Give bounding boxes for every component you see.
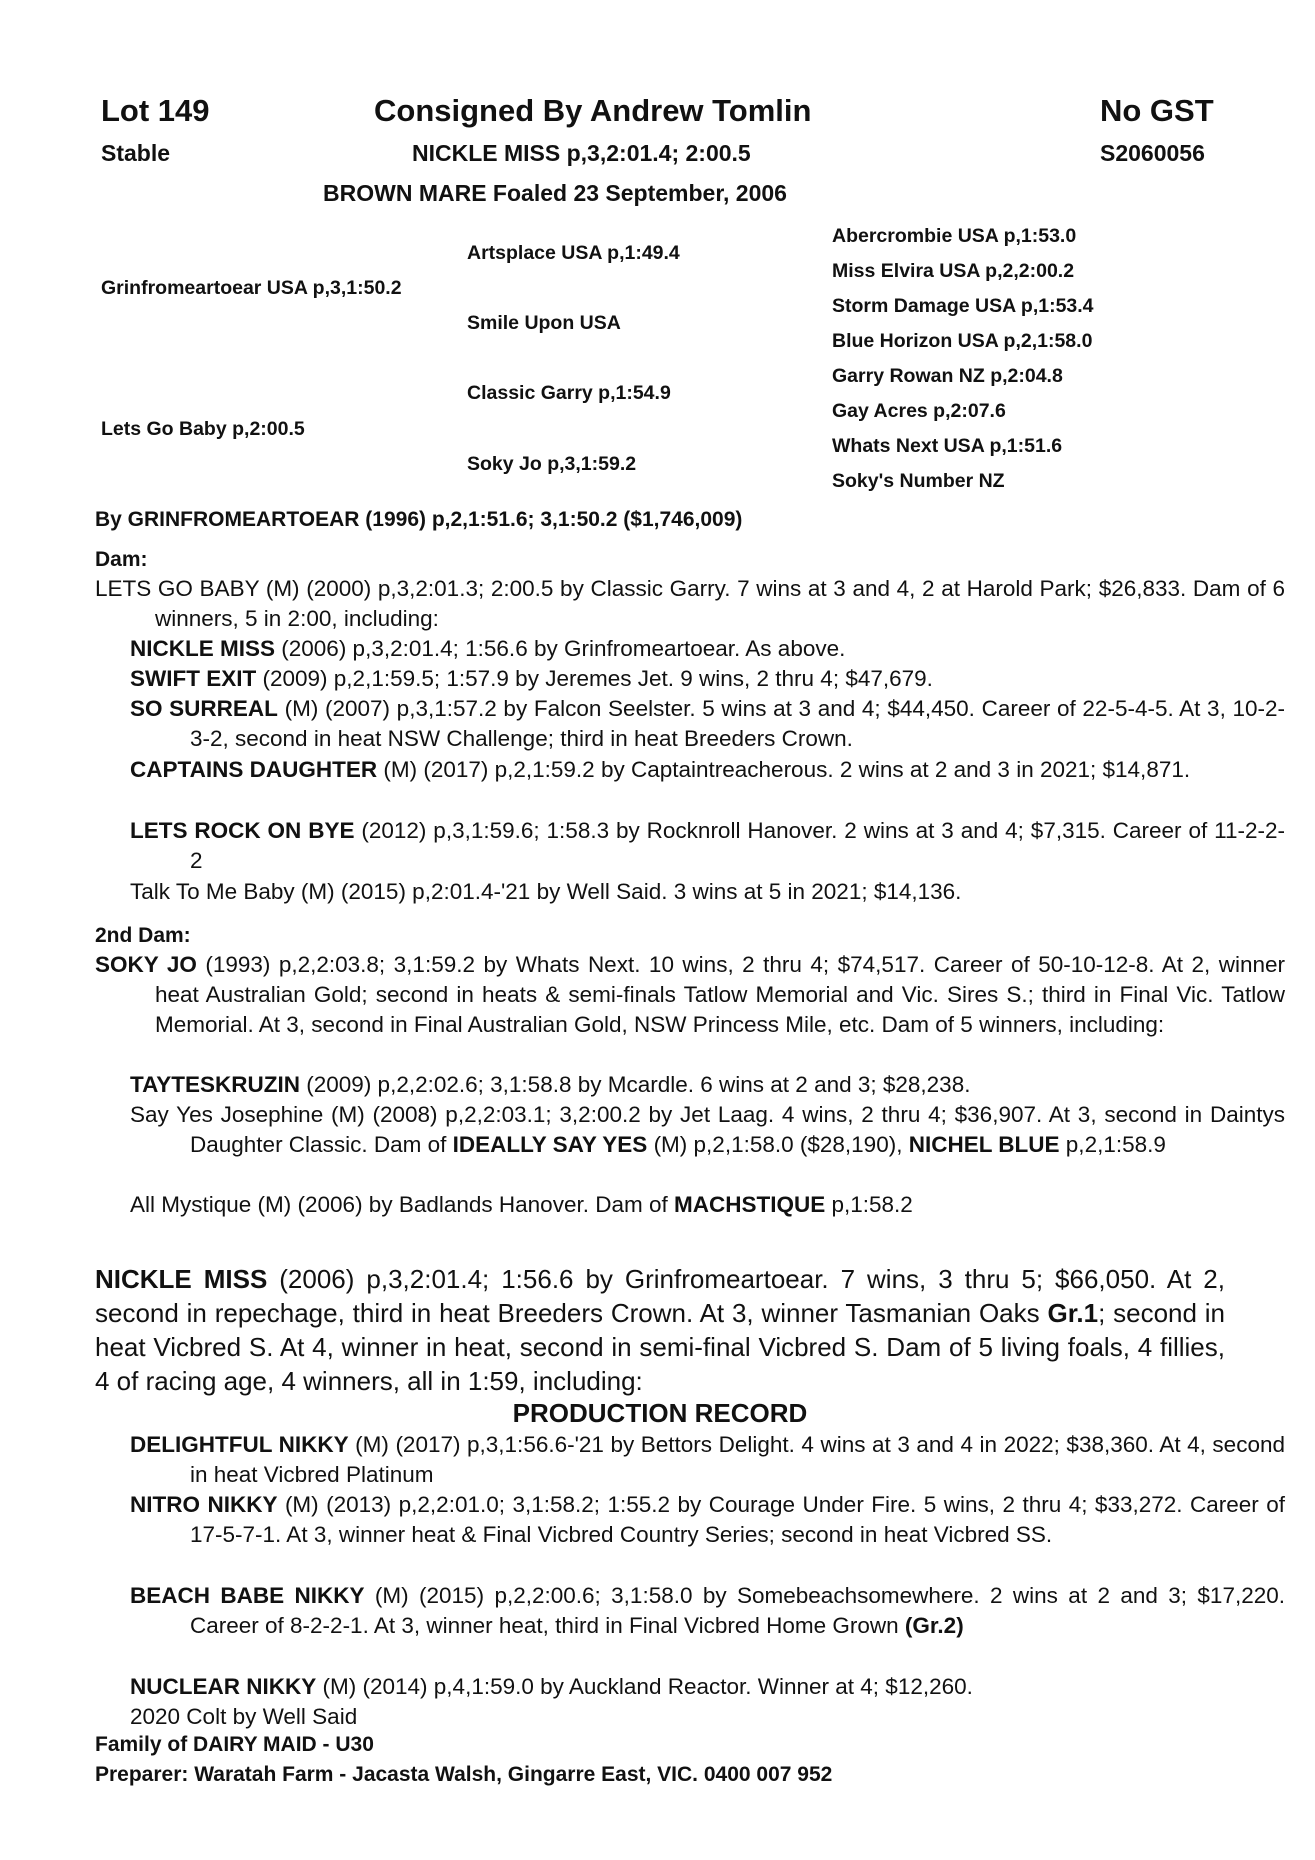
by-line: By GRINFROMEARTOEAR (1996) p,2,1:51.6; 3,1:50.2 ($1,746,009) [95,508,743,531]
lot-code: S2060056 [1100,140,1205,166]
dam-entry-name: LETS ROCK ON BYE [130,818,355,843]
dam-entry-name: SWIFT EXIT [130,666,257,691]
production-entry [130,1490,1285,1550]
dam-entry-name: SO SURREAL [130,696,278,721]
dam-entry-text: Talk To Me Baby (M) (2015) p,2:01.4-'21 by Well Said. 3 wins at 5 in 2021; $14,136. [130,879,962,904]
dam-main [95,574,1285,634]
dam-entry-name: CAPTAINS DAUGHTER [130,757,378,782]
summary-name: NICKLE MISS [95,1264,268,1294]
second-dam-name: SOKY JO [95,952,197,977]
dam-entry [130,664,1285,694]
production-entry [130,1702,1285,1732]
production-entry-text: (M) (2013) p,2,2:01.0; 3,1:58.2; 1:55.2 by Courage Under Fire. 5 wins, 2 thru 4; $33,272. Career of 17-5-7-1. At 3, winner heat & Final Vicbred Country Series; second in heat Vicbred SS. [190,1492,1285,1547]
pedigree-dam-sire: Classic Garry p,1:54.9 [467,382,671,404]
horse-title: NICKLE MISS p,3,2:01.4; 2:00.5 [412,140,751,166]
dam-entry [130,694,1285,754]
second-dam-entry-text: (2009) p,2,2:02.6; 3,1:58.8 by Mcardle. 6 wins at 2 and 3; $28,238. [300,1072,971,1097]
production-heading: PRODUCTION RECORD [512,1398,808,1428]
pedigree-sire: Grinfromeartoear USA p,3,1:50.2 [101,277,402,299]
second-dam-heading: 2nd Dam: [95,924,191,947]
dam-entry [130,877,1285,907]
pedigree-g6: Gay Acres p,2:07.6 [832,400,1006,422]
second-dam-entry-text: (M) p,2,1:58.0 ($28,190), [647,1132,909,1157]
production-entry-text: (M) (2014) p,4,1:59.0 by Auckland Reactor. Winner at 4; $12,260. [316,1674,973,1699]
second-dam-entry-text: Say Yes Josephine (M) (2008) p,2,2:03.1; 3,2:00.2 by Jet Laag. 4 wins, 2 thru 4; $36,907. At 3, second in Daintys Daughter Classic. Dam of [130,1102,1285,1157]
pedigree-g5: Garry Rowan NZ p,2:04.8 [832,365,1063,387]
summary-text: ; second in heat Vicbred S. At 4, winner in heat, second in semi-final Vicbred S. Dam of 5 living foals, 4 fillies, 4 of racing age, 4 winners, all in 1:59, including: [95,1298,1226,1396]
dam-entry-name: NICKLE MISS [130,636,276,661]
dam-entry-text: (M) (2007) p,3,1:57.2 by Falcon Seelster. 5 wins at 3 and 4; $44,450. Career of 22-5-4-5. At 3, 10-2-3-2, second in heat NSW Challenge; third in heat Breeders Crown. [190,696,1286,751]
production-entry-text: 2020 Colt by Well Said [130,1704,358,1729]
pedigree-g2: Miss Elvira USA p,2,2:00.2 [832,260,1075,282]
foaled-line: BROWN MARE Foaled 23 September, 2006 [323,180,787,206]
dam-entry [130,755,1285,785]
second-dam-entry-name: TAYTESKRUZIN [130,1072,301,1097]
dam-main-text: LETS GO BABY (M) (2000) p,3,2:01.3; 2:00.5 by Classic Garry. 7 wins at 3 and 4, 2 at Harold Park; $26,833. Dam of 6 winners, 5 in 2:00, including: [95,576,1285,631]
pedigree-sire-sire: Artsplace USA p,1:49.4 [467,242,680,264]
dam-heading: Dam: [95,548,148,571]
dam-entry [130,634,1285,664]
production-entry [130,1672,1285,1702]
stable-label: Stable [101,140,171,166]
second-dam-entry [130,1190,1285,1220]
second-dam-entry [130,1100,1285,1160]
summary-text: (2006) p,3,2:01.4; 1:56.6 by Grinfromeartoear. 7 wins, 3 thru 5; $66,050. At 2, second in repechage, third in heat Breeders Crown. At 3, winner Tasmanian Oaks [95,1264,1225,1328]
production-entry-text: (M) (2017) p,3,1:56.6-'21 by Bettors Delight. 4 wins at 3 and 4 in 2022; $38,360. At 4, second in heat Vicbred Platinum [190,1432,1285,1487]
second-dam-entry-name: IDEALLY SAY YES [452,1132,648,1157]
dam-entry-text: (2009) p,2,1:59.5; 1:57.9 by Jeremes Jet. 9 wins, 2 thru 4; $47,679. [256,666,933,691]
pedigree-g1: Abercrombie USA p,1:53.0 [832,225,1077,247]
second-dam-text: (1993) p,2,2:03.8; 3,1:59.2 by Whats Next. 10 wins, 2 thru 4; $74,517. Career of 50-10-12-8. At 2, winner heat Australian Gold; second in heats & semi-finals Tatlow Memorial and Vic. Sires S.; third in Final Vic. Tatlow Memorial. At 3, second in Final Australian Gold, NSW Princess Mile, etc. Dam of 5 winners, including: [155,952,1286,1037]
production-entry-name: NITRO NIKKY [130,1492,278,1517]
production-entry-name: DELIGHTFUL NIKKY [130,1432,349,1457]
production-entry-name: NUCLEAR NIKKY [130,1674,317,1699]
second-dam-entry-text: p,2,1:58.9 [1059,1132,1166,1157]
second-dam-entry-text: All Mystique (M) (2006) by Badlands Hanover. Dam of [130,1192,674,1217]
lot-number: Lot 149 [101,93,210,128]
production-entry-grade: (Gr.2) [904,1613,964,1638]
dam-entry-text: (2006) p,3,2:01.4; 1:56.6 by Grinfromeartoear. As above. [275,636,846,661]
dam-entry-text: (M) (2017) p,2,1:59.2 by Captaintreacherous. 2 wins at 2 and 3 in 2021; $14,871. [377,757,1191,782]
family-line: Family of DAIRY MAID - U30 [95,1733,374,1756]
gst-status: No GST [1100,93,1214,128]
pedigree-g7: Whats Next USA p,1:51.6 [832,435,1063,457]
dam-entry-text: (2012) p,3,1:59.6; 1:58.3 by Rocknroll Hanover. 2 wins at 3 and 4; $7,315. Career of 11-2-2-2 [190,818,1285,873]
summary-grade: Gr.1 [1047,1298,1099,1328]
second-dam-entry-name: NICHEL BLUE [908,1132,1060,1157]
preparer-line: Preparer: Waratah Farm - Jacasta Walsh, Gingarre East, VIC. 0400 007 952 [95,1763,833,1786]
production-entry [130,1430,1285,1490]
consignor: Consigned By Andrew Tomlin [374,93,812,128]
pedigree-g3: Storm Damage USA p,1:53.4 [832,295,1094,317]
pedigree-dam-dam: Soky Jo p,3,1:59.2 [467,453,637,475]
production-entry-name: BEACH BABE NIKKY [130,1583,365,1608]
second-dam-main [95,950,1285,1040]
production-entry-text: (M) (2015) p,2,2:00.6; 3,1:58.0 by Somebeachsomewhere. 2 wins at 2 and 3; $17,220. Career of 8-2-2-1. At 3, winner heat, third in Final Vicbred Home Grown [190,1583,1286,1638]
second-dam-entry-name: MACHSTIQUE [673,1192,826,1217]
pedigree-g8: Soky's Number NZ [832,470,1005,492]
production-entry [130,1581,1285,1641]
pedigree-sire-dam: Smile Upon USA [467,312,621,334]
second-dam-entry-text: p,1:58.2 [825,1192,913,1217]
pedigree-dam: Lets Go Baby p,2:00.5 [101,418,305,440]
pedigree-g4: Blue Horizon USA p,2,1:58.0 [832,330,1093,352]
horse-summary [95,1262,1225,1398]
dam-entry [130,816,1285,876]
second-dam-entry [130,1070,1285,1100]
